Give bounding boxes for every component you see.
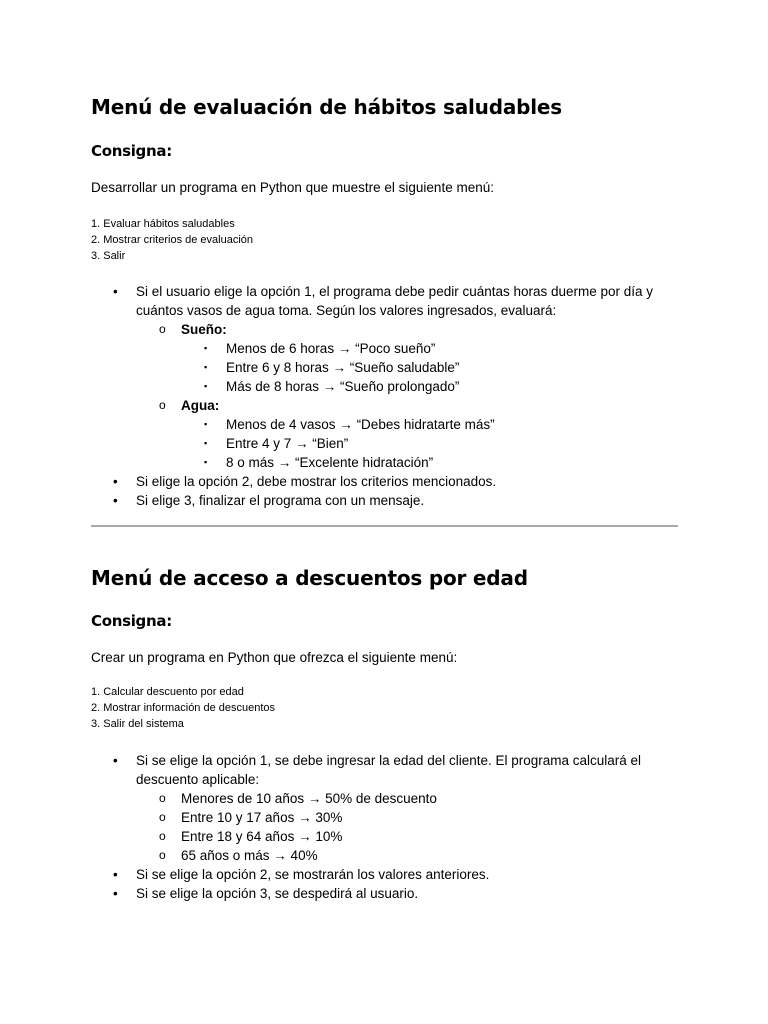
section2-title: Menú de acceso a descuentos por edad [91,566,528,590]
bullet-item [91,884,681,903]
circle-bullet-icon: o [159,322,166,336]
section-divider [91,525,678,527]
discount-list [136,789,681,865]
section2-consigna-label: Consigna: [91,612,172,630]
sueno-item-text: Menos de 6 horas → “Poco sueño” [226,341,436,356]
bullet-icon: • [113,753,118,768]
circle-bullet-icon: o [159,848,166,862]
discount-item-text: Entre 10 y 17 años → 30% [181,810,343,825]
discount-item-text: Menores de 10 años → 50% de descuento [181,791,437,806]
agua-item [91,453,681,472]
section1-bullets [91,282,681,510]
agua-item-text: 8 o más → “Excelente hidratación” [226,455,434,470]
bullet-icon: • [113,284,118,299]
menu-option: 3. Salir del sistema [91,718,184,730]
agua-item-text: Menos de 4 vasos → “Debes hidratarte más” [226,417,495,432]
bullet-text: Si elige la opción 2, debe mostrar los criterios mencionados. [136,474,497,489]
agua-item-text: Entre 4 y 7 → “Bien” [226,436,349,451]
circle-bullet-icon: o [159,398,166,412]
bullet-item [91,865,681,884]
square-bullet-icon: ▪ [204,381,208,391]
menu-option: 2. Mostrar información de descuentos [91,702,276,714]
bullet-icon: • [113,474,118,489]
sueno-item [91,339,681,358]
bullet-icon: • [113,493,118,508]
sueno-item-text: Más de 8 horas → “Sueño prolongado” [226,379,460,394]
bullet-item [91,491,681,510]
discount-item-text: 65 años o más → 40% [181,848,318,863]
bullet-item [91,472,681,491]
menu-option: 3. Salir [91,250,126,262]
discount-item-text: Entre 18 y 64 años → 10% [181,829,343,844]
criteria-item [91,320,681,396]
section1-intro: Desarrollar un programa en Python que muestre el siguiente menú: [91,180,494,195]
criteria-item [91,396,681,472]
menu-option: 1. Evaluar hábitos saludables [91,218,235,230]
square-bullet-icon: ▪ [204,457,208,467]
discount-item [91,827,681,846]
sueno-item [91,358,681,377]
sueno-label: Sueño: [181,322,227,337]
sueno-list [181,339,681,396]
agua-label: Agua: [181,398,220,413]
section2-menu [91,684,275,732]
bullet-text: Si se elige la opción 2, se mostrarán los valores anteriores. [136,867,490,882]
bullet-icon: • [113,886,118,901]
bullet-icon: • [113,867,118,882]
square-bullet-icon: ▪ [204,362,208,372]
section1-title: Menú de evaluación de hábitos saludables [91,95,562,119]
circle-bullet-icon: o [159,791,166,805]
bullet-text: Si el usuario elige la opción 1, el programa debe pedir cuántas horas duerme por día y cuántos vasos de agua toma. Según los valores ingresados, evaluará: [136,284,654,318]
square-bullet-icon: ▪ [204,343,208,353]
discount-item [91,789,681,808]
square-bullet-icon: ▪ [204,419,208,429]
section2-intro: Crear un programa en Python que ofrezca el siguiente menú: [91,650,458,665]
bullet-text: Si elige 3, finalizar el programa con un mensaje. [136,493,425,508]
sueno-item [91,377,681,396]
section1-menu [91,216,253,264]
menu-option: 2. Mostrar criterios de evaluación [91,234,254,246]
discount-item [91,846,681,865]
agua-item [91,434,681,453]
sueno-item-text: Entre 6 y 8 horas → “Sueño saludable” [226,360,460,375]
circle-bullet-icon: o [159,829,166,843]
bullet-item [91,282,681,472]
agua-list [181,415,681,472]
circle-bullet-icon: o [159,810,166,824]
bullet-item [91,751,681,865]
criteria-list [136,320,681,472]
section2-bullets [91,751,681,903]
agua-item [91,415,681,434]
bullet-text: Si se elige la opción 1, se debe ingresar la edad del cliente. El programa calculará el descuento aplicable: [136,753,642,787]
discount-item [91,808,681,827]
section1-consigna-label: Consigna: [91,142,172,160]
bullet-text: Si se elige la opción 3, se despedirá al usuario. [136,886,419,901]
menu-option: 1. Calcular descuento por edad [91,686,244,698]
square-bullet-icon: ▪ [204,438,208,448]
